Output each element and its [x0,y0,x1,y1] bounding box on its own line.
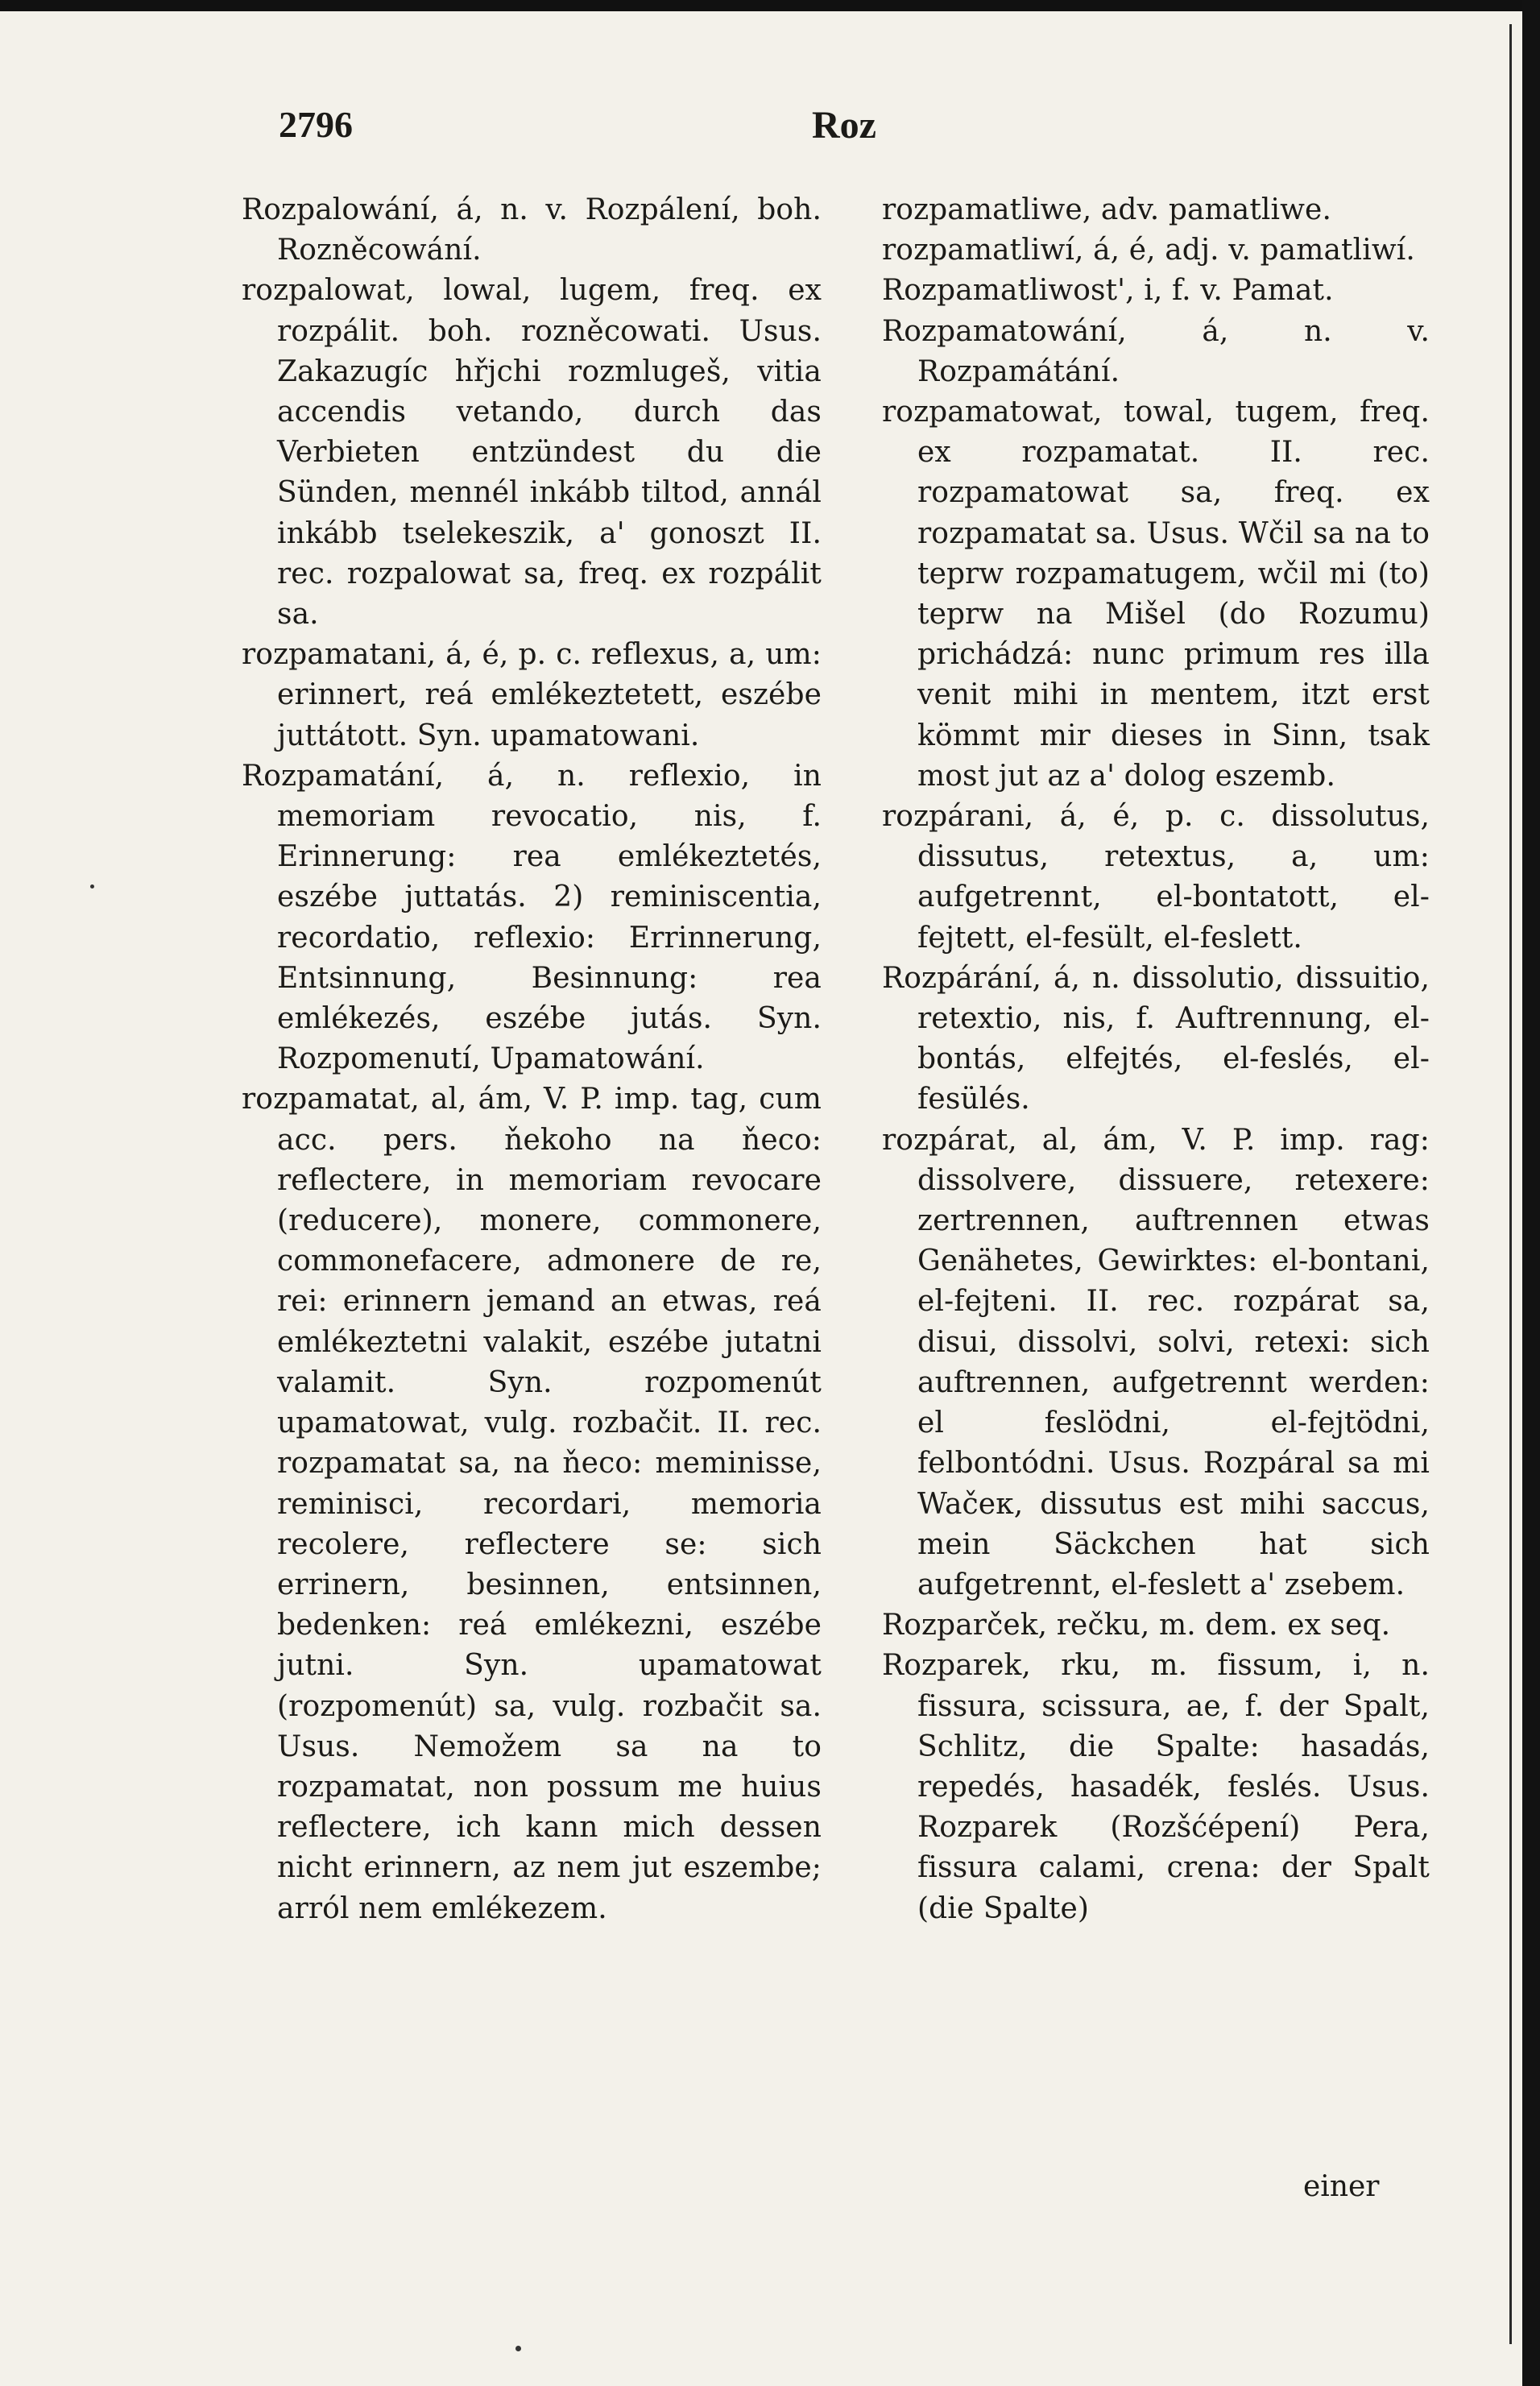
right-column [882,190,1430,1929]
dictionary-entry: Rozpamatowání, á, n. v. Rozpamátání. [882,314,1430,388]
page-number: 2796 [279,104,353,145]
scan-border-right [1522,0,1540,2386]
dictionary-entry: rozpalowat, lowal, lugem, freq. ex rozpálit. boh. rozněcowati. Usus. Zakazugíc hřjchi rozmlugeš, vitia accendis vetando, durch das Verbieten entzündest du die Sünden, mennél inkább tiltod, annál inkább tselekeszik, a' gonoszt II. rec. rozpalowat sa, freq. ex rozpálit sa. [242,274,822,632]
dictionary-entry: Rozpalowání, á, n. v. Rozpálení, boh. Rozněcowání. [242,193,822,267]
dictionary-entry: rozpamatliwí, á, é, adj. v. pamatliwí. [882,234,1415,267]
dictionary-entry: Rozparček, rečku, m. dem. ex seq. [882,1609,1391,1642]
page-edge-rule [1509,24,1512,2344]
dictionary-entry: rozpamatani, á, é, p. c. reflexus, a, um: erinnert, reá emlékeztetett, eszébe juttátott. Syn. upamatowani. [242,638,822,752]
dictionary-entry: rozpamatowat, towal, tugem, freq. ex rozpamatat. II. rec. rozpamatowat sa, freq. ex rozpamatat sa. Usus. Wčil sa na to teprw rozpamatugem, wčil mi (to) teprw na Mišel (do Rozumu) prichádzá: nunc primum res illa venit mihi in mentem, itzt erst kömmt mir dieses in Sinn, tsak most jut az a' dolog eszemb. [882,396,1430,793]
page-header [0,103,1540,151]
dictionary-entry: Rozparek, rku, m. fissum, i, n. fissura, scissura, ae, f. der Spalt, Schlitz, die Spalte: hasadás, repedés, hasadék, feslés. Usus. Rozparek (Rozšćépení) Pera, fissura calami, crena: der Spalt (die Spalte) [882,1649,1430,1925]
dictionary-entry: rozpárani, á, é, p. c. dissolutus, dissutus, retextus, a, um: aufgetrennt, el-bontatott, el-fejtett, el-fesült, el-feslett. [882,800,1430,955]
dictionary-entry: rozpamatliwe, adv. pamatliwe. [882,193,1331,226]
dictionary-entry: rozpamatat, al, ám, V. P. imp. tag, cum acc. pers. ňekoho na ňeco: reflectere, in memoriam revocare (reducere), monere, commonere, commonefacere, admonere de re, rei: erinnern jemand an etwas, reá emlékeztetni valakit, eszébe jutatni valamit. Syn. rozpomenút upamatowat, vulg. rozbačit. II. rec. rozpamatat sa, na ňeco: meminisse, reminisci, recordari, memoria recolere, reflectere se: sich errinern, besinnen, entsinnen, bedenken: reá emlékezni, eszébe jutni. Syn. upamatowat (rozpomenút) sa, vulg. rozbačit sa. Usus. Nemožem sa na to rozpamatat, non possum me huius reflectere, ich kann mich dessen nicht erinnern, az nem jut eszembe; arról nem emlékezem. [242,1083,822,1925]
dictionary-entry: Rozpárání, á, n. dissolutio, dissuitio, retextio, nis, f. Auftrennung, el-bontás, elfejtés, el-feslés, el-fesülés. [882,961,1430,1116]
catchword: einer [1303,2170,1380,2203]
scan-border-top [0,0,1540,11]
dictionary-entry: Rozpamatání, á, n. reflexio, in memoriam revocatio, nis, f. Erinnerung: rea emlékeztetés, eszébe juttatás. 2) reminiscentia, recordatio, reflexio: Errinnerung, Entsinnung, Besinnung: rea emlékezés, eszébe jutás. Syn. Rozpomenutí, Upamatowání. [242,759,822,1076]
running-head: Roz [812,104,876,147]
dictionary-entry: rozpárat, al, ám, V. P. imp. rag: dissolvere, dissuere, retexere: zertrennen, auftrennen etwas Genähetes, Gewirktes: el-bontani, el-fejteni. II. rec. rozpárat sa, disui, dissolvi, solvi, retexi: sich auftrennen, aufgetrennt werden: el feslödni, el-fejtödni, felbontódni. Usus. Rozpáral sa mi Wačeк, dissutus est mihi saccus, mein Säckchen hat sich aufgetrennt, el-feslett a' zsebem. [882,1123,1430,1601]
scan-speck [515,2346,521,2351]
left-column [242,190,822,1929]
dictionary-entry: Rozpamatliwost', i, f. v. Pamat. [882,274,1334,308]
scan-speck [90,884,94,889]
